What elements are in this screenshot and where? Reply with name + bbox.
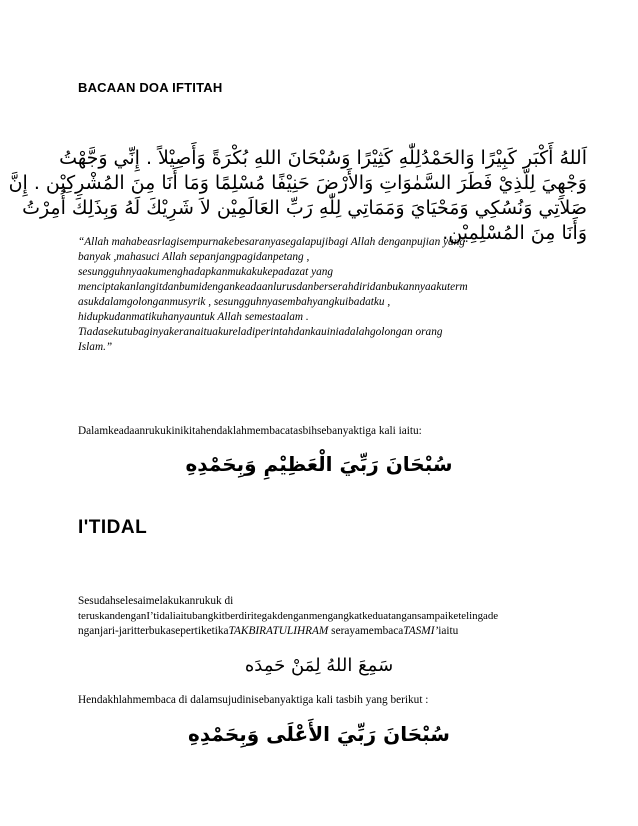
ruku-instruction-text: Dalamkeadaanrukukinikitahendaklahmembacatasbihsebanyaktiga kali iaitu: — [78, 425, 422, 437]
translation-line: asukdalamgolonganmusyrik , sesungguhnyasembahyangkuibadatku , — [78, 296, 391, 308]
arabic-line: صَلاَتِي وَنُسُكِي وَمَحْيَايَ وَمَمَاتِي لِلّٰهِ رَبِّ العَالَمِيْن لاَ شَرِيْكَ لَهُ وَبِذَلِكَ أُمِرْتُ — [22, 197, 587, 219]
itidal-line3-pre: nganjari-jaritterbukasepertiketika — [78, 625, 229, 637]
doa-iftitah-translation — [78, 235, 578, 355]
itidal-line3-post: iaitu — [438, 625, 459, 637]
translation-line: banyak ,mahasuci Allah sepanjangpagidanpetang , — [78, 251, 310, 263]
translation-line: hidupkudanmatikuhanyauntuk Allah semestaalam . — [78, 311, 309, 323]
doa-iftitah-arabic — [8, 146, 587, 246]
translation-line: menciptakanlangitdanbumidengankeadaanlurusdanberserahdiridanbukannyaakuterm — [78, 281, 468, 293]
arabic-line: وَجْهِيَ لِلَّذِيْ فَطَرَ السَّمٰوَاتِ وَالأَرْضَ حَنِيْفًا مُسْلِمًا وَمَا أَنَا مِنَ المُشْرِكِيْن . إِنَّ — [8, 172, 587, 194]
itidal-title: I'TIDAL — [78, 517, 148, 538]
ruku-instruction — [78, 424, 578, 439]
translation-line: Islam.” — [78, 341, 113, 353]
itidal-line — [78, 624, 578, 639]
itidal-line: Sesudahselesaimelakukanrukuk di — [78, 595, 234, 607]
translation-line: sesungguhnyaakumenghadapkanmukakukepadazat yang — [78, 266, 334, 278]
ruku-tasbih-arabic: سُبْحَانَ رَبِّيَ الْعَظِيْمِ وَبِحَمْدِهِ — [185, 452, 453, 476]
itidal-paragraph — [78, 594, 578, 639]
sujud-tasbih-arabic: سُبْحَانَ رَبِّيَ الأَعْلَى وَبِحَمْدِهِ — [188, 722, 450, 746]
translation-line: “Allah mahabeasrlagisempurnakebesaranyasegalapujibagi Allah denganpujian yang — [78, 236, 465, 248]
itidal-takbir-term: TAKBIRATULIHRAM — [228, 625, 329, 637]
doa-iftitah-title: BACAAN DOA IFTITAH — [78, 80, 223, 95]
itidal-line: teruskandenganI’tidaliaitubangkitberdiritegakdenganmengangkatkeduatangansampaiketelingade — [78, 610, 499, 622]
arabic-line: وَأَنَا مِنَ المُسْلِمِيْن. — [442, 222, 587, 244]
sujud-instruction — [78, 693, 578, 708]
itidal-tasmi-term: TASMI’ — [403, 625, 439, 637]
itidal-tasmi-arabic: سَمِعَ اللهُ لِمَنْ حَمِدَه — [244, 655, 394, 676]
translation-line: Tiadasekutubaginyakeranaituakureladiperintahdankauiniadalahgolongan orang — [78, 326, 443, 338]
arabic-line: اَللهُ أَكْبَر كَبِيْرًا وَالحَمْدُلِلّٰهِ كَثِيْرًا وَسُبْحَانَ اللهِ بُكْرَةً وَأَصِيْلاً . إِنِّي وَجَّهْتُ — [59, 147, 587, 169]
sujud-instruction-text: Hendakhlahmembaca di dalamsujudinisebanyaktiga kali tasbih yang berikut : — [78, 694, 429, 706]
itidal-line3-mid: serayamembaca — [328, 625, 404, 637]
